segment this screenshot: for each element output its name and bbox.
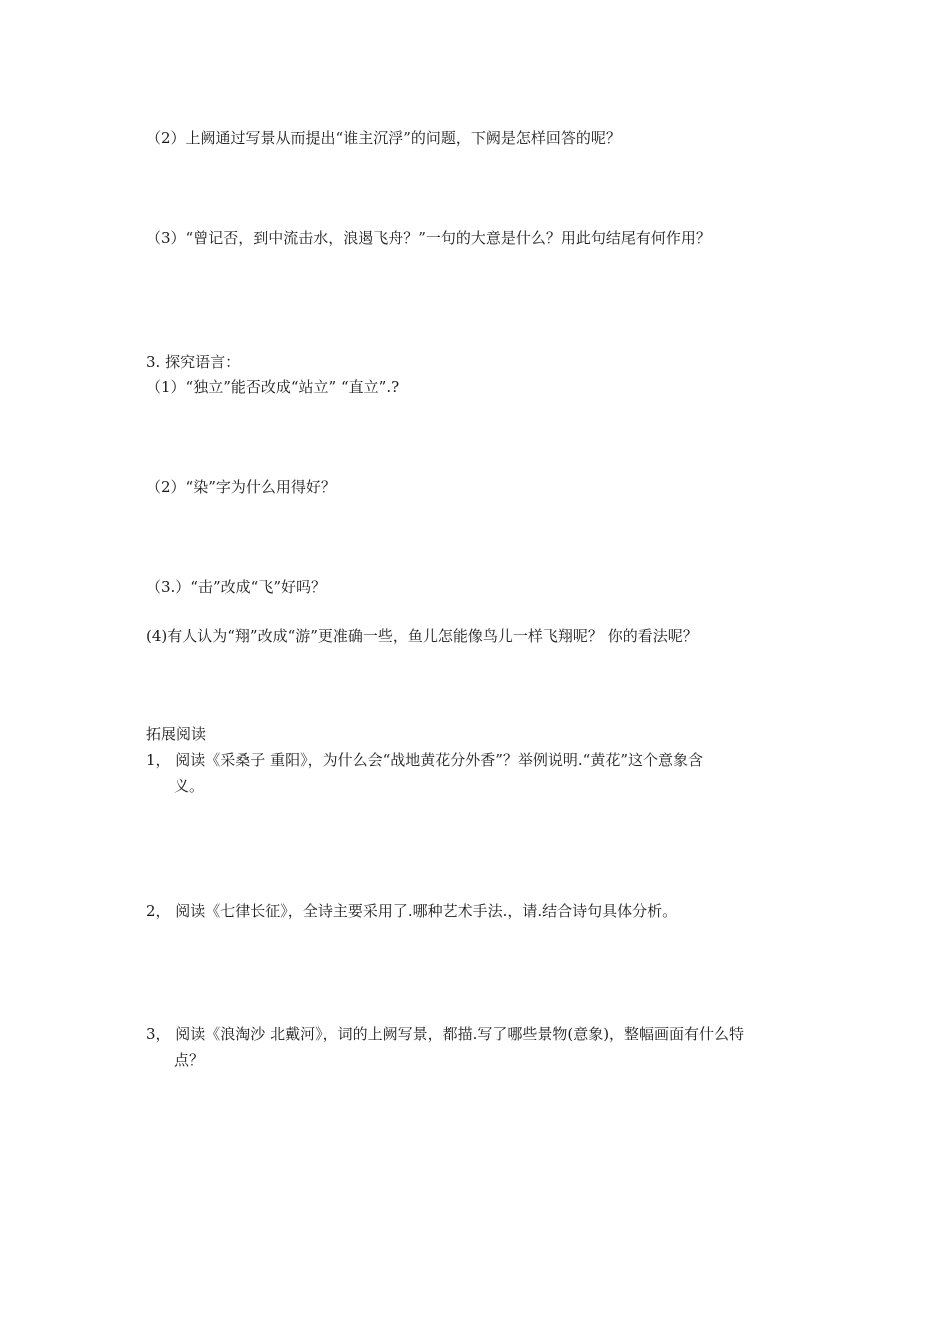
language-question-2: （2）“染”字为什么用得好？ — [146, 478, 336, 496]
extended-reading-heading: 拓展阅读 — [146, 725, 207, 743]
question-3-text: （3）“曾记否，到中流击水，浪遏飞舟？”一句的大意是什么？用此句结尾有何作用？ — [146, 229, 711, 247]
language-question-3: （3.）“击”改成“飞”好吗？ — [146, 578, 326, 596]
extended-item-1-line2: 义。 — [174, 777, 205, 795]
language-question-4: (4)有人认为“翔”改成“游”更准确一些，鱼儿怎能像鸟儿一样飞翔呢？ 你的看法呢？ — [146, 627, 698, 645]
extended-item-3-line1: 3， 阅读《浪淘沙 北戴河》，词的上阙写景，都描.写了哪些景物(意象)，整幅画面有什么特 — [146, 1025, 745, 1043]
language-question-1: （1）“独立”能否改成“站立” “直立”.? — [146, 378, 400, 396]
extended-item-2-text: 2， 阅读《七律长征》，全诗主要采用了.哪种艺术手法.，请.结合诗句具体分析。 — [146, 902, 678, 920]
extended-item-3-line2: 点？ — [174, 1051, 205, 1069]
question-2-text: （2）上阙通过写景从而提出“谁主沉浮”的问题，下阙是怎样回答的呢？ — [146, 129, 621, 147]
extended-item-1-line1: 1， 阅读《采桑子 重阳》，为什么会“战地黄花分外香”？举例说明.“黄花”这个意象含 — [146, 751, 704, 769]
section-heading-language: 3. 探究语言： — [146, 353, 241, 371]
